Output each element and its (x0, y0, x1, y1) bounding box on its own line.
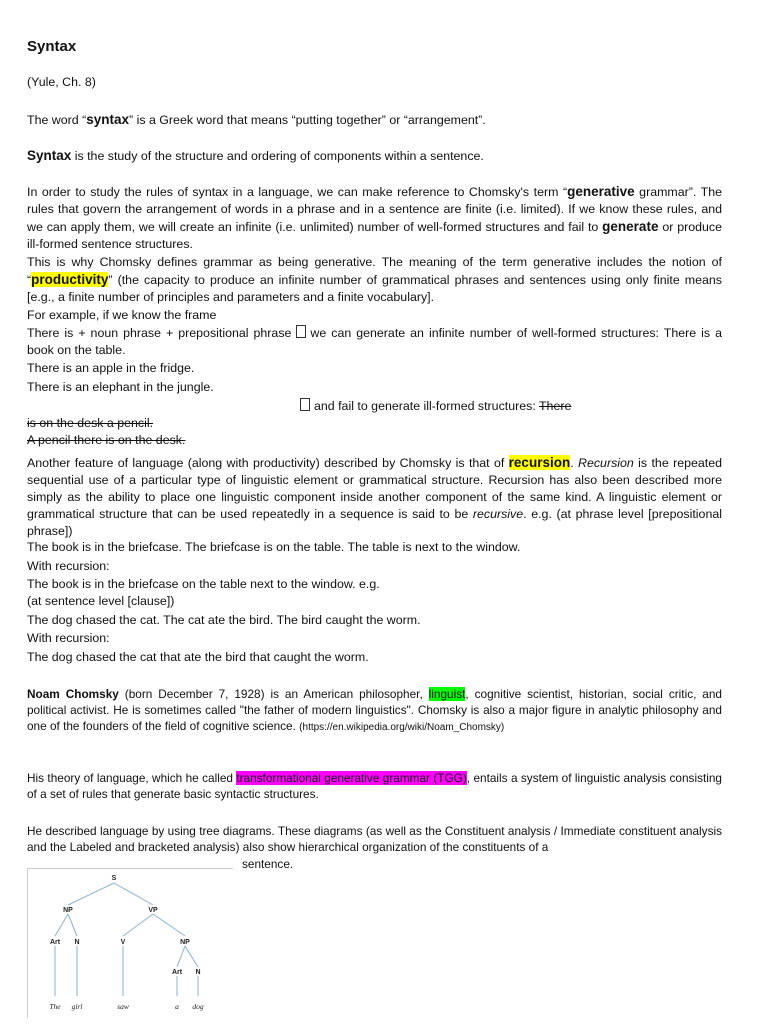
tree-node-np2: NP (180, 939, 190, 946)
syntax-term: Syntax (27, 148, 72, 163)
page-title: Syntax (27, 38, 77, 55)
tree-node-art2: Art (171, 969, 183, 976)
generative-paragraph: In order to study the rules of syntax in a language, we can make reference to Chomsky's term “generative grammar”. The rules that govern the arrangement of words in a phrase and in a sentence are finite (i.e. limited). If we know these rules, and we can apply them, we will create an infinite (i.e. unlimited) number of well-formed structures and fail to generate or produce ill-formed sentence structures. (27, 184, 722, 251)
chomsky-paragraph: Noam Chomsky (born December 7, 1928) is an American philosopher, linguist, cognitive scientist, historian, social critic, and political activist. He is sometimes called "the father of modern linguistics". Chomsky is also a major figure in analytic philosophy and one of the founders of the field of cognitive science. (https://en.wikipedia.org/wiki/Noam_Chomsky) (27, 687, 722, 733)
tree-word: The (49, 1002, 61, 1011)
ill-formed-example: A pencil there is on the desk. (27, 433, 186, 447)
tree-node-n: N (74, 939, 80, 946)
generate-term: generate (602, 219, 659, 234)
syntax-term: syntax (86, 112, 129, 127)
linguist-highlight: linguist (428, 687, 466, 701)
ill-formed-example: is on the desk a pencil. (27, 416, 154, 430)
tgg-highlight: transformational generative grammar (TGG) (236, 771, 467, 785)
tree-word: girl (71, 1002, 83, 1011)
syntax-definition: Syntax is the study of the structure and ordering of components within a sentence. (27, 148, 484, 163)
tree-diagram-paragraph: He described language by using tree diagrams. These diagrams (as well as the Constituent analysis / Immediate constituent analysis and the Labeled and bracketed analysis) also show hierarchical organization of the constituents of a (27, 824, 722, 854)
example-line: There is an apple in the fridge. (27, 361, 195, 375)
recursion-example: With recursion: (27, 631, 110, 645)
generative-term: generative (567, 184, 635, 199)
arrow-box-icon (296, 325, 306, 338)
syntax-tree-diagram (27, 868, 233, 1018)
syntax-word-paragraph: The word “syntax” is a Greek word that means “putting together” or “arrangement”. (27, 112, 486, 127)
tree-node-art: Art (49, 939, 61, 946)
recursion-example: The book is in the briefcase. The briefcase is on the table. The table is next to the window. (27, 540, 521, 554)
fail-line: and fail to generate ill-formed structures: There (300, 398, 720, 415)
source-reference: (Yule, Ch. 8) (27, 75, 96, 89)
tree-node-v: V (120, 939, 126, 946)
wikipedia-citation: (https://en.wikipedia.org/wiki/Noam_Chomsky) (299, 722, 505, 733)
tree-node-s: S (111, 875, 117, 882)
productivity-paragraph: This is why Chomsky defines grammar as being generative. The meaning of the term generative includes the notion of “productivity” (the capacity to produce an infinite number of grammatical phrases and sentences using only finite means [e.g., a finite number of principles and parameters and a finite vocabulary]. (27, 255, 722, 304)
tree-node-n2: N (195, 969, 201, 976)
tree-word: saw (117, 1002, 129, 1011)
arrow-box-icon (300, 398, 310, 411)
chomsky-name: Noam Chomsky (27, 687, 119, 701)
recursion-highlight: recursion (508, 455, 571, 470)
example-rule: There is + noun phrase + prepositional phrase we can generate an infinite number of well-formed structures: There is a book on the table. (27, 326, 722, 357)
tgg-paragraph: His theory of language, which he called transformational generative grammar (TGG), entails a system of linguistic analysis consisting of a set of rules that generate basic syntactic structures. (27, 771, 722, 801)
recursion-paragraph: Another feature of language (along with productivity) described by Chomsky is that of recursion. Recursion is the repeated sequential use of a particular type of linguistic element or grammatical structure. Recursion has also been described more simply as the ability to place one linguistic component inside another component of the same kind. A linguistic element or grammatical structure that can be used repeatedly in a sequence is said to be recursive. e.g. (at phrase level [prepositional phrase]) (27, 455, 722, 538)
example-line: There is an elephant in the jungle. (27, 380, 214, 394)
productivity-highlight: productivity (31, 272, 109, 287)
recursion-example: The dog chased the cat that ate the bird that caught the worm. (27, 650, 369, 664)
recursion-example: (at sentence level [clause]) (27, 594, 175, 608)
tree-node-vp: VP (148, 907, 158, 914)
recursion-example: The dog chased the cat. The cat ate the bird. The bird caught the worm. (27, 613, 421, 627)
tree-word: a (175, 1002, 179, 1011)
tree-diagram-paragraph-end: sentence. (242, 857, 294, 871)
recursion-example: The book is in the briefcase on the table next to the window. e.g. (27, 577, 380, 591)
recursion-example: With recursion: (27, 559, 110, 573)
example-frame: For example, if we know the frame (27, 308, 217, 322)
tree-node-np: NP (63, 907, 73, 914)
tree-word: dog (192, 1002, 204, 1011)
